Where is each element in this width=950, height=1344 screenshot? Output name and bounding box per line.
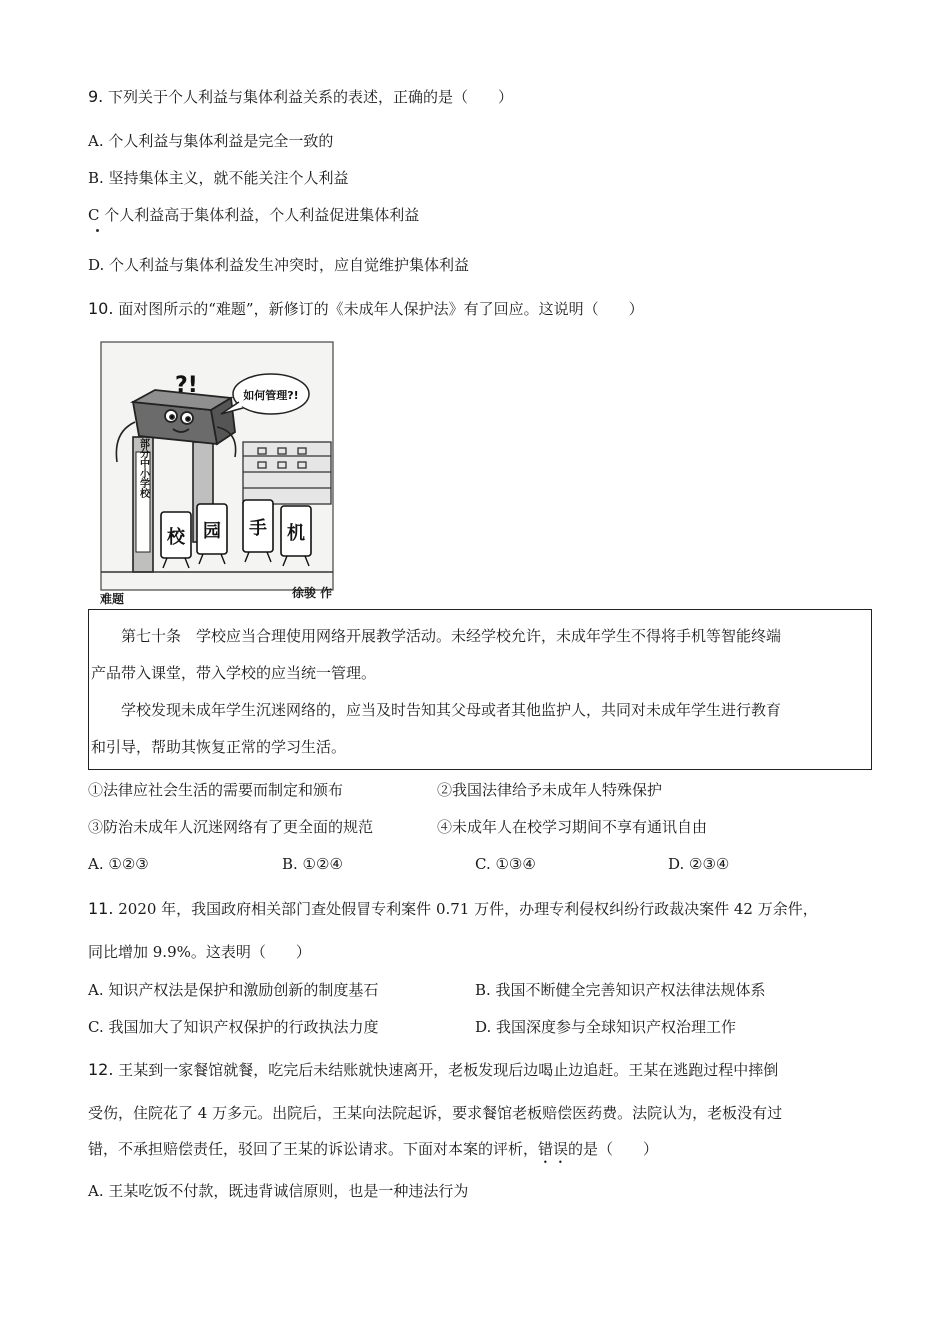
question-10-stem — [88, 298, 644, 320]
q9-option-b[interactable]: B. 坚持集体主义，就不能关注个人利益 — [88, 169, 349, 187]
question-12-stem-line-3 — [88, 1138, 658, 1167]
law-paragraph-1-line-1: 第七十条 学校应当合理使用网络开展教学活动。未经学校允许，未成年学生不得将手机等智能终端 — [121, 627, 782, 645]
stem-text: 错，不承担赔偿责任，驳回了王某的诉讼请求。下面对本案的评析， — [88, 1140, 539, 1158]
law-paragraph-1-line-2: 产品带入课堂，带入学校的应当统一管理。 — [91, 664, 377, 682]
cartoon-caption-right: 徐骏 作 — [292, 586, 333, 600]
q10-statement-1: ①法律应社会生活的需要而制定和颁布 — [88, 781, 344, 799]
q9-option-a[interactable]: A. 个人利益与集体利益是完全一致的 — [88, 132, 334, 150]
question-text: 下列关于个人利益与集体利益关系的表述，正确的是（ ） — [108, 88, 514, 106]
phone-char-1: 校 — [167, 527, 185, 548]
q10-option-c[interactable]: C. ①③④ — [475, 855, 536, 873]
question-12-stem-line-2: 受伤，住院花了 4 万多元。出院后，王某向法院起诉，要求餐馆老板赔偿医药费。法院认为，老板没有过 — [88, 1104, 783, 1122]
gate-sign-text: 部分中小学校 — [137, 438, 149, 498]
question-text: 面对图所示的“难题”，新修订的《未成年人保护法》有了回应。这说明（ ） — [118, 300, 644, 318]
q9-option-d[interactable]: D. 个人利益与集体利益发生冲突时，应自觉维护集体利益 — [88, 256, 470, 274]
question-11-stem-line-2: 同比增加 9.9%。这表明（ ） — [88, 943, 311, 961]
law-paragraph-2-line-2: 和引导，帮助其恢复正常的学习生活。 — [91, 738, 347, 756]
question-number: 9. — [88, 87, 104, 106]
q11-option-a[interactable]: A. 知识产权法是保护和激励创新的制度基石 — [88, 981, 379, 999]
q10-option-b[interactable]: B. ①②④ — [282, 855, 343, 873]
question-number: 12. — [88, 1060, 114, 1079]
phone-char-4: 机 — [287, 523, 305, 544]
q10-statement-3: ③防治未成年人沉迷网络有了更全面的规范 — [88, 818, 374, 836]
q11-option-b[interactable]: B. 我国不断健全完善知识产权法律法规体系 — [475, 981, 766, 999]
question-11-stem-line-1 — [88, 898, 818, 920]
question-9-stem — [88, 86, 513, 108]
cartoon-image — [93, 332, 343, 604]
question-number: 11. — [88, 899, 114, 918]
law-paragraph-2-line-1: 学校发现未成年学生沉迷网络的，应当及时告知其父母或者其他监护人，共同对未成年学生进行教育 — [121, 701, 782, 719]
stray-dot — [96, 229, 99, 232]
emphasized-word: 错误 — [538, 1140, 569, 1158]
q10-statement-2: ②我国法律给予未成年人特殊保护 — [437, 781, 663, 799]
q9-option-c[interactable]: C 个人利益高于集体利益，个人利益促进集体利益 — [88, 206, 420, 224]
q10-option-a[interactable]: A. ①②③ — [88, 855, 149, 873]
cartoon-caption-left: 难题 — [100, 592, 125, 606]
question-text: 2020 年，我国政府相关部门查处假冒专利案件 0.71 万件，办理专利侵权纠纷行政裁决案件 42 万余件， — [118, 900, 818, 918]
law-excerpt-box — [88, 609, 872, 770]
phone-char-3: 手 — [249, 518, 267, 539]
speech-bubble-text: 如何管理?! — [243, 389, 299, 402]
question-number: 10. — [88, 299, 114, 318]
q10-option-d[interactable]: D. ②③④ — [668, 855, 730, 873]
question-text: 王某到一家餐馆就餐，吃完后未结账就快速离开，老板发现后边喝止边追赶。王某在逃跑过程中摔倒 — [118, 1061, 779, 1079]
q10-statement-4: ④未成年人在校学习期间不享有通讯自由 — [437, 818, 708, 836]
question-exclaim-marks: ?! — [175, 373, 198, 398]
q11-option-c[interactable]: C. 我国加大了知识产权保护的行政执法力度 — [88, 1018, 379, 1036]
question-12-stem-line-1 — [88, 1059, 778, 1081]
stem-text-end: 的是（ ） — [568, 1140, 659, 1158]
q12-option-a[interactable]: A. 王某吃饭不付款，既违背诚信原则，也是一种违法行为 — [88, 1182, 469, 1200]
q11-option-d[interactable]: D. 我国深度参与全球知识产权治理工作 — [475, 1018, 737, 1036]
phone-char-2: 园 — [203, 521, 221, 542]
